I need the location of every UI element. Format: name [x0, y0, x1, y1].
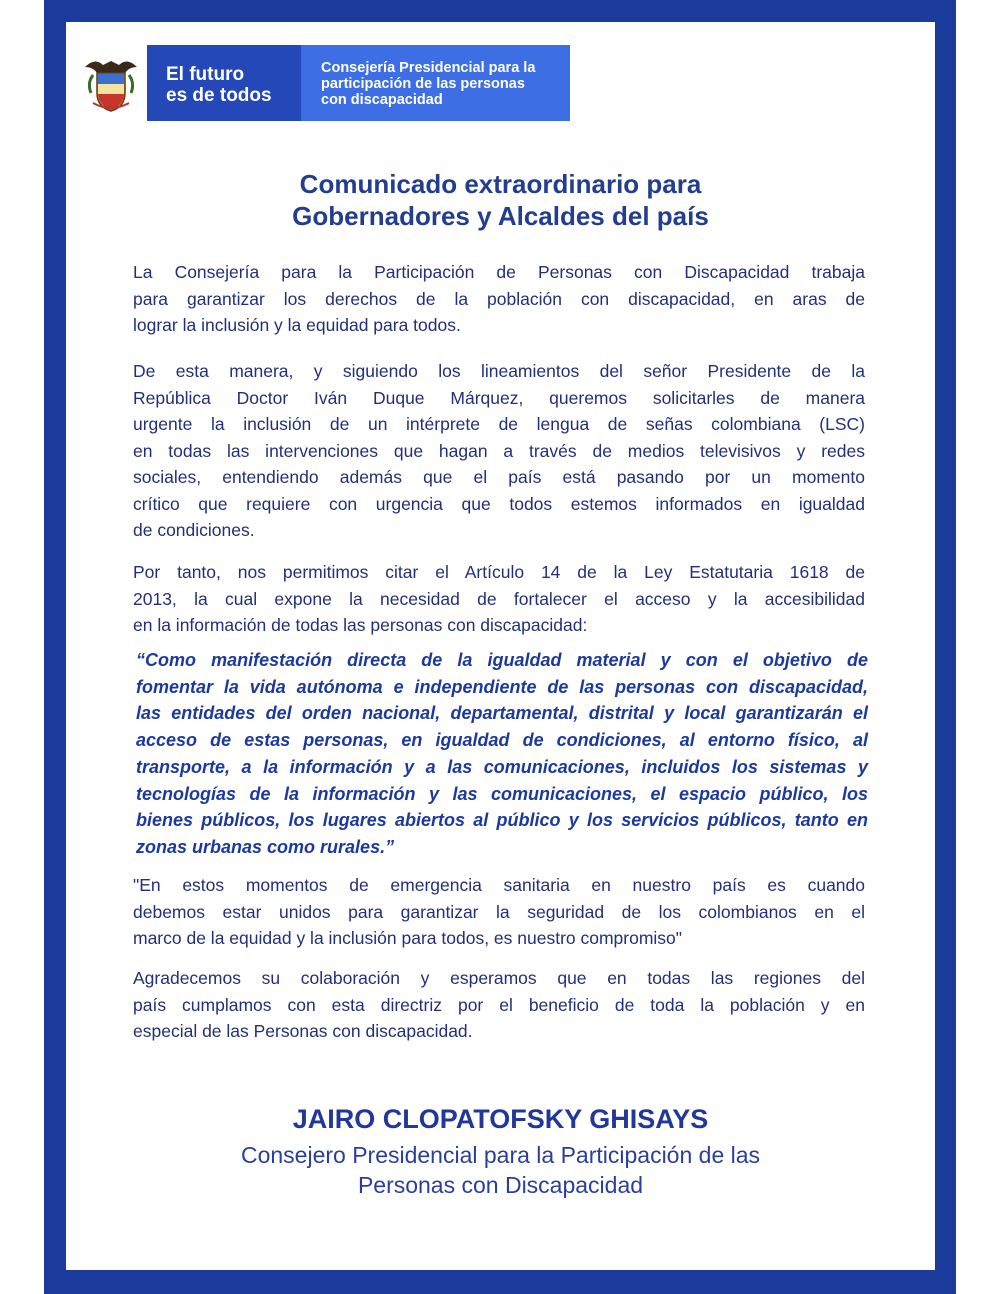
- text-line: especial de las Personas con discapacidad.: [133, 1021, 473, 1041]
- text-line: país cumplamos con esta directriz por el beneficio de toda la población y en: [133, 994, 865, 1015]
- text-line: De esta manera, y siguiendo los lineamientos del señor Presidente de la: [133, 361, 865, 381]
- paragraph-2: [133, 358, 865, 544]
- text-line: tecnologías de la información y las comunicaciones, el espacio público, los: [136, 783, 868, 804]
- signatory-name: JAIRO CLOPATOFSKY GHISAYS: [292, 1104, 709, 1134]
- signatory-role-line-1: Consejero Presidencial para la Participación de las: [240, 1142, 761, 1168]
- entity-line-3: con discapacidad: [321, 92, 443, 108]
- text-line: acceso de estas personas, en igualdad de condiciones, al entorno físico, al: [136, 730, 868, 751]
- text-line: zonas urbanas como rurales.”: [136, 836, 395, 857]
- slogan-block: [147, 45, 301, 121]
- entity-line-1: Consejería Presidencial para la: [321, 60, 536, 76]
- text-line: 2013, la cual expone la necesidad de fortalecer el acceso y la accesibilidad: [133, 588, 865, 609]
- text-line: República Doctor Iván Duque Márquez, queremos solicitarles de manera: [133, 387, 865, 408]
- text-line: en la información de todas las personas con discapacidad:: [133, 615, 588, 635]
- text-line: lograr la inclusión y la equidad para todos.: [133, 315, 461, 335]
- paragraph-4: [133, 872, 865, 952]
- text-line: en todas las intervenciones que hagan a través de medios televisivos y redes: [133, 440, 865, 461]
- text-line: de condiciones.: [133, 520, 255, 540]
- text-line: fomentar la vida autónoma e independiente de las personas con discapacidad,: [136, 676, 868, 697]
- document-title-line-2: Gobernadores y Alcaldes del país: [292, 201, 709, 231]
- text-line: transporte, a la información y a las comunicaciones, incluidos los sistemas y: [136, 756, 868, 777]
- slogan-line-2: es de todos: [166, 85, 272, 106]
- colombia-coat-of-arms-icon: [81, 53, 141, 115]
- text-line: urgente la inclusión de un intérprete de lengua de señas colombiana (LSC): [133, 414, 865, 434]
- text-line: para garantizar los derechos de la población con discapacidad, en aras de: [133, 288, 865, 309]
- paragraph-3: [133, 559, 865, 639]
- paragraph-1: [133, 259, 865, 339]
- entity-block: [301, 45, 570, 121]
- law-quote: [136, 647, 868, 861]
- text-line: “Como manifestación directa de la igualdad material y con el objetivo de: [136, 650, 868, 670]
- entity-line-2: participación de las personas: [321, 76, 525, 92]
- text-line: marco de la equidad y la inclusión para todos, es nuestro compromiso": [133, 928, 683, 948]
- text-line: crítico que requiere con urgencia que todos estemos informados en igualdad: [133, 493, 865, 514]
- text-line: sociales, entendiendo además que el país está pasando por un momento: [133, 467, 865, 487]
- text-line: debemos estar unidos para garantizar la seguridad de los colombianos en el: [133, 901, 865, 922]
- signatory-role-line-2: Personas con Discapacidad: [357, 1172, 644, 1198]
- paragraph-5: [133, 965, 865, 1045]
- text-line: La Consejería para la Participación de Personas con Discapacidad trabaja: [133, 262, 865, 282]
- document-title-line-1: Comunicado extraordinario para: [299, 169, 702, 199]
- text-line: Por tanto, nos permitimos citar el Artículo 14 de la Ley Estatutaria 1618 de: [133, 562, 865, 582]
- signatory-role: [66, 1140, 935, 1200]
- text-line: Agradecemos su colaboración y esperamos que en todas las regiones del: [133, 968, 865, 988]
- text-line: "En estos momentos de emergencia sanitaria en nuestro país es cuando: [133, 875, 865, 895]
- text-line: bienes públicos, los lugares abiertos al público y los servicios públicos, tanto en: [136, 810, 868, 831]
- slogan-line-1: El futuro: [166, 64, 245, 85]
- text-line: las entidades del orden nacional, departamental, distrital y local garantizarán el: [136, 703, 868, 724]
